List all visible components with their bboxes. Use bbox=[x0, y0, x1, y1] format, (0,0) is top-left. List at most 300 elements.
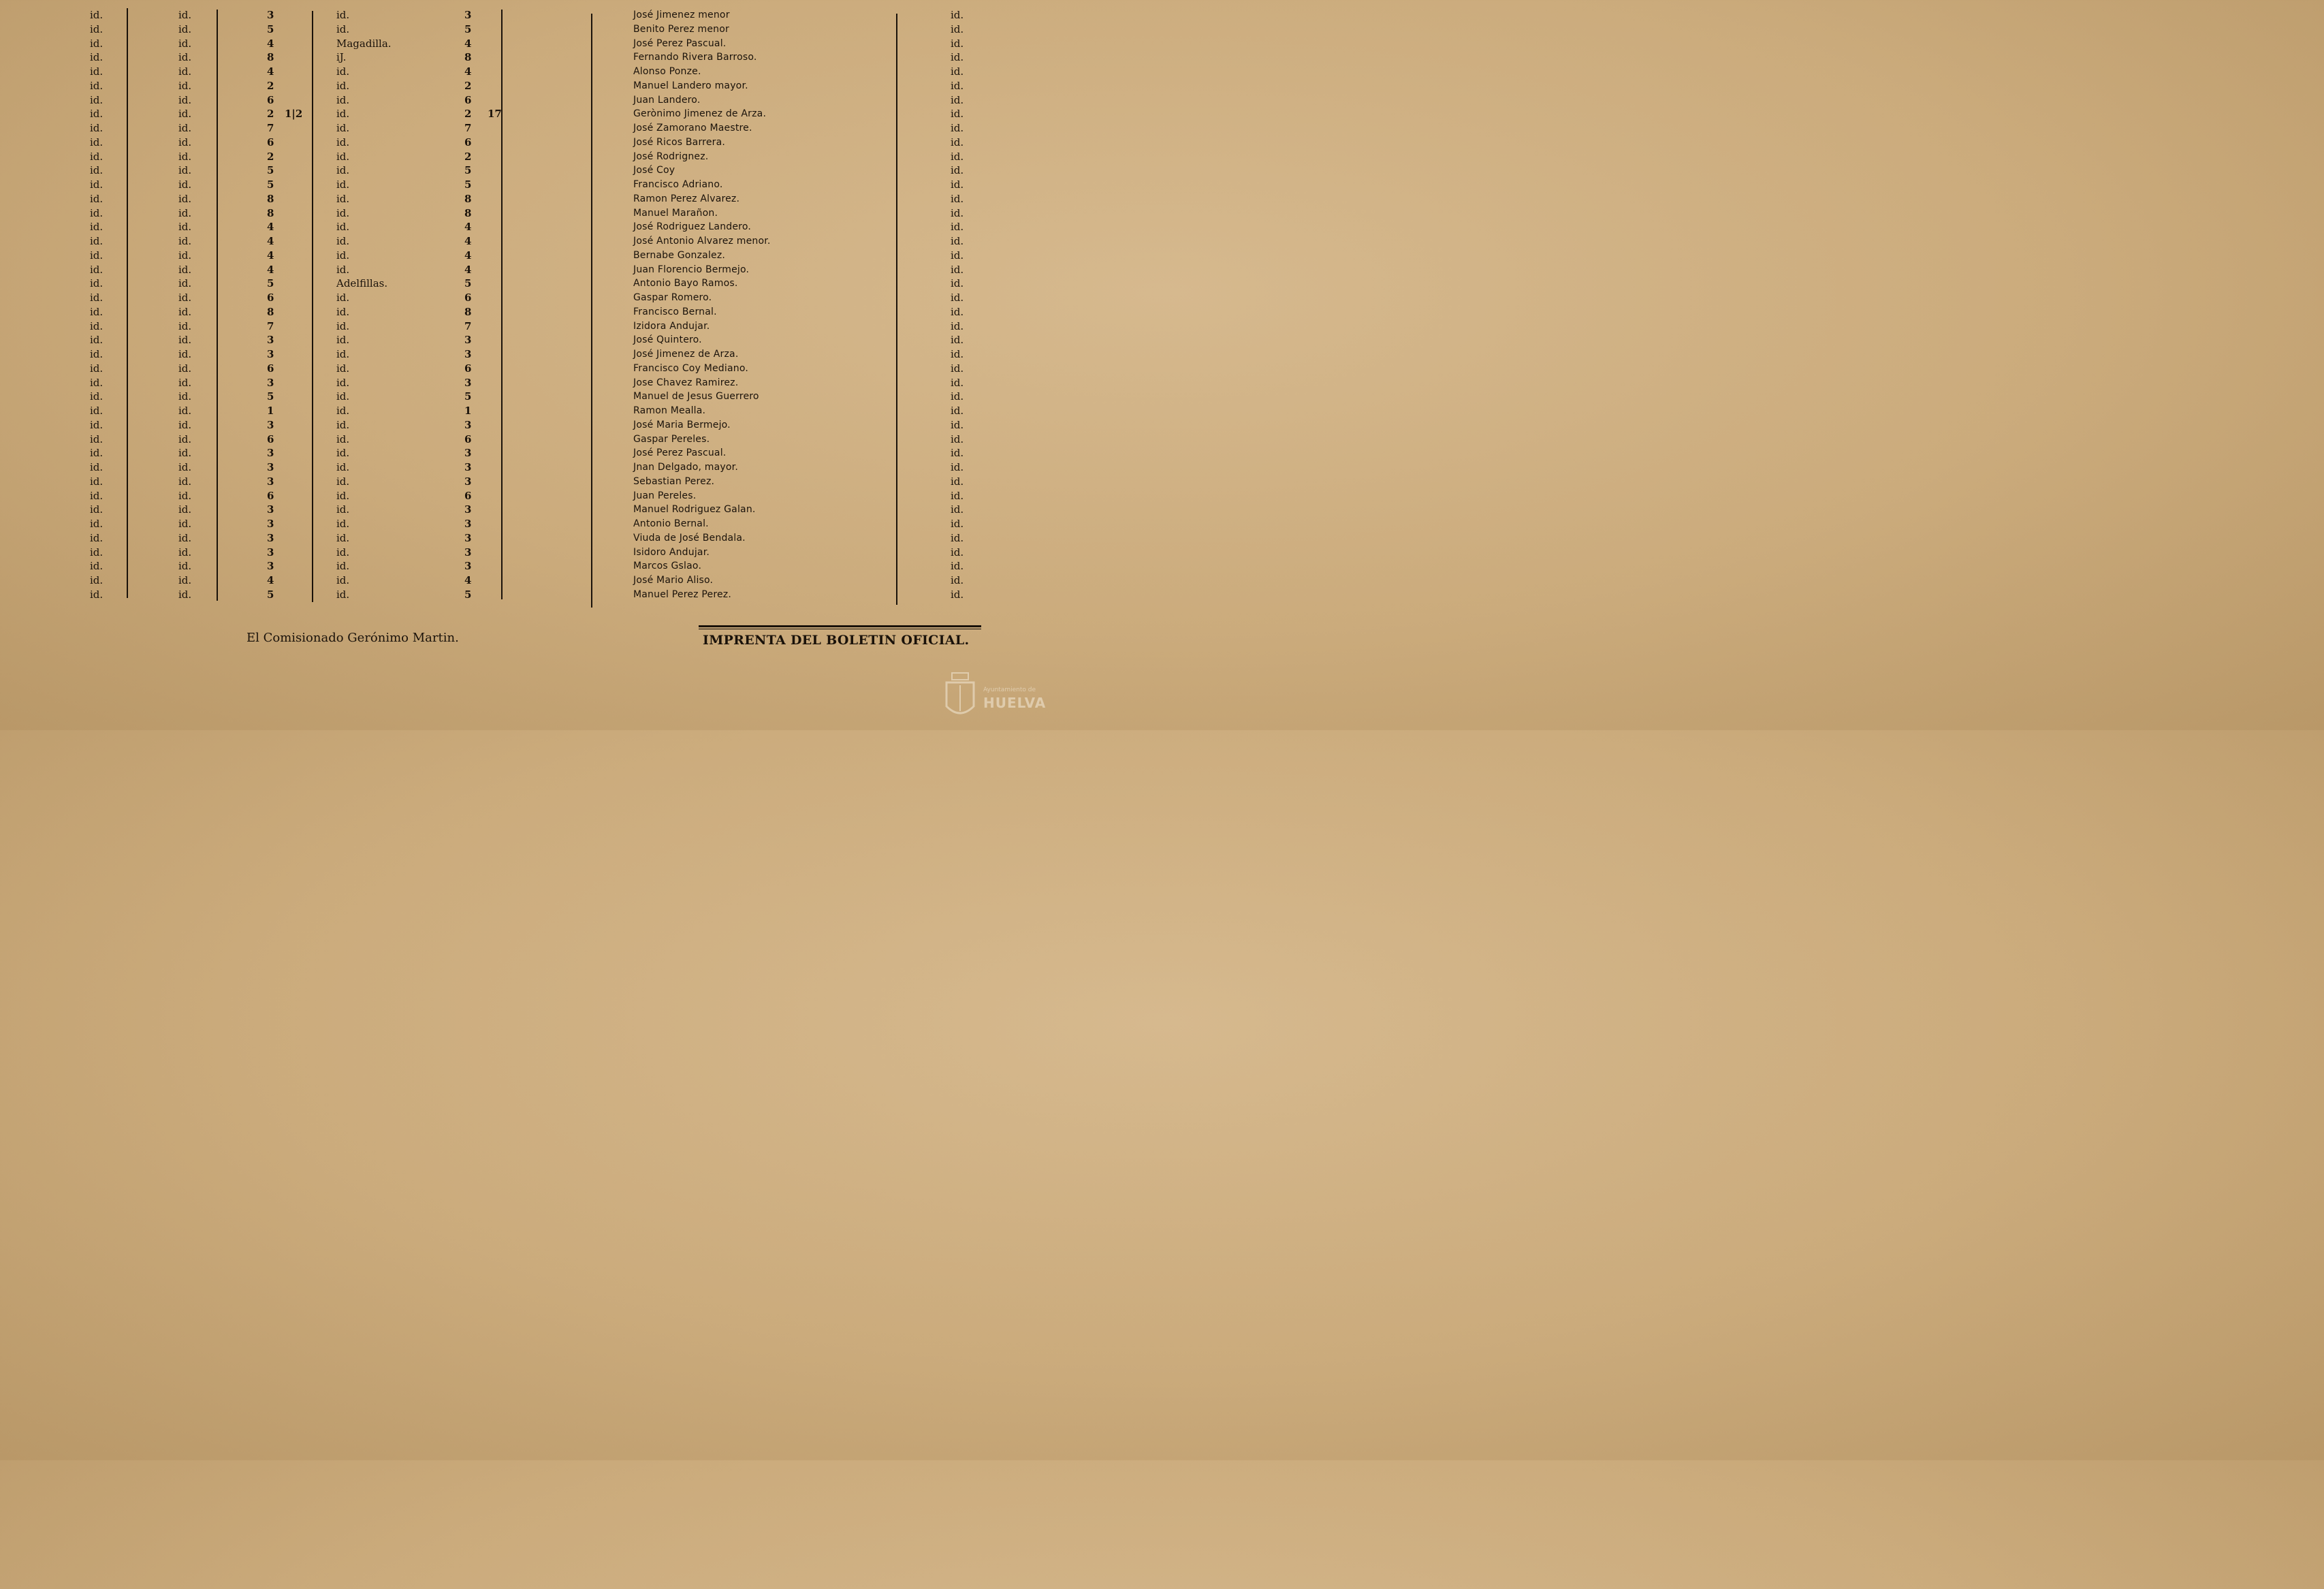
table-cell: 3 bbox=[464, 560, 472, 573]
table-cell: id. bbox=[336, 292, 350, 304]
table-cell: id. bbox=[336, 192, 350, 205]
table-cell: id. bbox=[90, 263, 104, 276]
table-row bbox=[0, 432, 1068, 447]
table-row bbox=[0, 559, 1068, 573]
table-cell: id. bbox=[178, 546, 192, 558]
table-cell: Alonso Ponze. bbox=[633, 66, 701, 77]
table-cell: 5 bbox=[267, 277, 274, 290]
table-cell: Francisco Bernal. bbox=[633, 306, 717, 317]
table-cell: id. bbox=[90, 560, 104, 573]
table-cell: id. bbox=[336, 235, 350, 247]
table-cell: 3 bbox=[267, 461, 274, 473]
table-cell: id. bbox=[90, 277, 104, 290]
table-cell: id. bbox=[178, 334, 192, 347]
table-cell: 3 bbox=[464, 348, 472, 360]
table-cell: 3 bbox=[267, 9, 274, 21]
table-cell: id. bbox=[951, 235, 964, 247]
table-cell: id. bbox=[90, 221, 104, 234]
table-row bbox=[0, 150, 1068, 164]
table-cell: 8 bbox=[464, 305, 472, 318]
table-row bbox=[0, 277, 1068, 291]
table-cell: id. bbox=[336, 348, 350, 360]
table-cell: id. bbox=[90, 249, 104, 262]
watermark-line1: Ayuntamiento de bbox=[983, 687, 1036, 693]
table-cell: Ramon Mealla. bbox=[633, 405, 706, 416]
table-cell: id. bbox=[336, 319, 350, 332]
table-cell: 4 bbox=[464, 65, 472, 78]
table-cell: id. bbox=[90, 79, 104, 92]
table-cell: id. bbox=[951, 503, 964, 516]
crest-icon bbox=[940, 669, 981, 723]
table-cell: 6 bbox=[464, 136, 472, 148]
table-cell: id. bbox=[336, 376, 350, 389]
table-cell: id. bbox=[951, 305, 964, 318]
table-cell: 3 bbox=[267, 348, 274, 360]
table-cell: José Perez Pascual. bbox=[633, 447, 727, 459]
table-row bbox=[0, 573, 1068, 588]
table-cell: id. bbox=[178, 164, 192, 177]
table-row bbox=[0, 418, 1068, 432]
table-cell: id. bbox=[90, 192, 104, 205]
table-cell: 3 bbox=[267, 546, 274, 558]
table-cell: 3 bbox=[464, 418, 472, 431]
table-cell: id. bbox=[336, 221, 350, 234]
table-cell: id. bbox=[951, 560, 964, 573]
table-cell: id. bbox=[90, 178, 104, 191]
table-row bbox=[0, 333, 1068, 347]
table-cell: id. bbox=[951, 164, 964, 177]
table-row bbox=[0, 531, 1068, 546]
table-cell: 2 bbox=[464, 150, 472, 163]
table-cell: id. bbox=[90, 22, 104, 35]
table-cell: id. bbox=[336, 305, 350, 318]
table-cell: id. bbox=[336, 249, 350, 262]
table-cell: 8 bbox=[464, 206, 472, 219]
table-row bbox=[0, 93, 1068, 108]
table-cell: id. bbox=[951, 136, 964, 148]
table-cell: id. bbox=[90, 418, 104, 431]
table-cell: 7 bbox=[267, 122, 274, 134]
table-row bbox=[0, 107, 1068, 121]
table-cell: id. bbox=[336, 334, 350, 347]
table-cell: id. bbox=[90, 65, 104, 78]
table-cell: id. bbox=[178, 136, 192, 148]
table-cell: id. bbox=[951, 588, 964, 601]
table-cell: id. bbox=[951, 122, 964, 134]
table-cell: Gaspar Romero. bbox=[633, 292, 712, 303]
table-row bbox=[0, 263, 1068, 277]
table-cell: id. bbox=[336, 362, 350, 375]
table-cell: id. bbox=[178, 390, 192, 403]
table-cell: 8 bbox=[267, 305, 274, 318]
table-row bbox=[0, 136, 1068, 150]
table-cell: Juan Florencio Bermejo. bbox=[633, 264, 750, 275]
table-cell: id. bbox=[90, 447, 104, 460]
table-cell: id. bbox=[951, 518, 964, 530]
table-cell: 7 bbox=[464, 122, 472, 134]
table-cell: Viuda de José Bendala. bbox=[633, 532, 746, 544]
table-cell: id. bbox=[178, 503, 192, 516]
table-row bbox=[0, 347, 1068, 362]
table-cell: id. bbox=[90, 136, 104, 148]
table-cell: 2 bbox=[267, 150, 274, 163]
table-cell: id. bbox=[336, 164, 350, 177]
table-cell: id. bbox=[951, 221, 964, 234]
table-cell: 3 bbox=[267, 475, 274, 488]
table-cell: id. bbox=[90, 489, 104, 502]
table-cell: Manuel de Jesus Guerrero bbox=[633, 391, 759, 403]
table-cell: José Zamorano Maestre. bbox=[633, 123, 752, 133]
table-row bbox=[0, 8, 1068, 22]
table-cell: id. bbox=[90, 348, 104, 360]
table-cell: id. bbox=[336, 150, 350, 163]
table-cell: id. bbox=[90, 574, 104, 586]
table-cell: id. bbox=[90, 503, 104, 516]
table-cell: id. bbox=[90, 37, 104, 50]
table-cell: 5 bbox=[464, 22, 472, 35]
table-cell: 4 bbox=[464, 263, 472, 276]
table-cell: id. bbox=[90, 546, 104, 558]
printer-imprint: IMPRENTA DEL BOLETIN OFICIAL. bbox=[703, 633, 970, 648]
table-cell: 4 bbox=[464, 37, 472, 50]
table-row bbox=[0, 305, 1068, 319]
table-cell: Francisco Coy Mediano. bbox=[633, 362, 749, 374]
table-cell: id. bbox=[178, 432, 192, 445]
table-row bbox=[0, 475, 1068, 489]
table-cell: 1 bbox=[464, 405, 472, 417]
table-cell: id. bbox=[178, 51, 192, 64]
table-cell: id. bbox=[178, 192, 192, 205]
table-cell: id. bbox=[178, 319, 192, 332]
table-cell: id. bbox=[951, 348, 964, 360]
table-cell: 3 bbox=[464, 546, 472, 558]
municipal-seal-watermark bbox=[940, 669, 1049, 723]
table-cell: id. bbox=[178, 475, 192, 488]
table-cell: id. bbox=[178, 235, 192, 247]
table-cell: id. bbox=[178, 531, 192, 544]
table-cell: 5 bbox=[267, 178, 274, 191]
table-cell: id. bbox=[951, 108, 964, 121]
table-row bbox=[0, 390, 1068, 404]
table-cell: 6 bbox=[464, 362, 472, 375]
table-cell: José Antonio Alvarez menor. bbox=[633, 236, 771, 247]
table-cell: id. bbox=[178, 263, 192, 276]
table-row bbox=[0, 65, 1068, 79]
table-row bbox=[0, 178, 1068, 192]
table-cell: id. bbox=[951, 531, 964, 544]
table-cell: 6 bbox=[267, 136, 274, 148]
table-cell: 2 bbox=[464, 79, 472, 92]
table-cell: id. bbox=[336, 206, 350, 219]
table-cell: 4 bbox=[267, 574, 274, 586]
table-cell: id. bbox=[178, 574, 192, 586]
table-cell: 4 bbox=[267, 235, 274, 247]
table-cell: Bernabe Gonzalez. bbox=[633, 249, 726, 261]
table-cell: id. bbox=[90, 206, 104, 219]
table-cell: 1|2 bbox=[285, 108, 303, 121]
table-cell: Manuel Perez Perez. bbox=[633, 588, 731, 600]
table-cell: 3 bbox=[464, 447, 472, 460]
table-cell: Manuel Landero mayor. bbox=[633, 80, 748, 91]
table-row bbox=[0, 79, 1068, 93]
table-cell: id. bbox=[90, 51, 104, 64]
table-cell: José Rodriguez Landero. bbox=[633, 221, 751, 233]
watermark-line2: HUELVA bbox=[983, 695, 1047, 711]
table-cell: id. bbox=[951, 574, 964, 586]
table-cell: id. bbox=[178, 221, 192, 234]
table-cell: id. bbox=[178, 79, 192, 92]
table-cell: id. bbox=[951, 461, 964, 473]
table-cell: id. bbox=[951, 51, 964, 64]
table-row bbox=[0, 22, 1068, 37]
table-cell: id. bbox=[178, 122, 192, 134]
table-cell: iJ. bbox=[336, 51, 347, 64]
table-cell: id. bbox=[951, 390, 964, 403]
table-row bbox=[0, 50, 1068, 65]
table-cell: id. bbox=[178, 362, 192, 375]
table-cell: id. bbox=[336, 65, 350, 78]
table-row bbox=[0, 249, 1068, 263]
table-cell: 6 bbox=[267, 432, 274, 445]
table-cell: id. bbox=[90, 9, 104, 21]
table-cell: id. bbox=[90, 150, 104, 163]
table-cell: id. bbox=[951, 9, 964, 21]
table-cell: 3 bbox=[267, 447, 274, 460]
table-cell: Izidora Andujar. bbox=[633, 320, 710, 332]
table-cell: id. bbox=[90, 475, 104, 488]
table-cell: id. bbox=[951, 319, 964, 332]
table-cell: id. bbox=[951, 150, 964, 163]
table-row bbox=[0, 37, 1068, 51]
table-cell: id. bbox=[336, 108, 350, 121]
table-cell: id. bbox=[90, 93, 104, 106]
table-cell: id. bbox=[336, 588, 350, 601]
table-cell: 7 bbox=[267, 319, 274, 332]
table-cell: id. bbox=[178, 9, 192, 21]
table-cell: id. bbox=[178, 178, 192, 191]
commissioner-signature: El Comisionado Gerónimo Martin. bbox=[246, 631, 459, 645]
table-cell: 3 bbox=[464, 461, 472, 473]
table-cell: id. bbox=[336, 418, 350, 431]
table-cell: id. bbox=[951, 447, 964, 460]
table-cell: Juan Pereles. bbox=[633, 490, 697, 501]
table-cell: id. bbox=[90, 588, 104, 601]
table-cell: id. bbox=[336, 79, 350, 92]
table-cell: Antonio Bernal. bbox=[633, 518, 709, 529]
table-cell: id. bbox=[336, 9, 350, 21]
table-row bbox=[0, 489, 1068, 503]
table-cell: José Ricos Barrera. bbox=[633, 136, 726, 148]
table-row bbox=[0, 446, 1068, 460]
table-cell: 5 bbox=[464, 178, 472, 191]
table-cell: 5 bbox=[464, 277, 472, 290]
table-cell: Magadilla. bbox=[336, 37, 392, 50]
table-cell: José Quintero. bbox=[633, 334, 702, 346]
table-cell: José Perez Pascual. bbox=[633, 37, 727, 49]
table-cell: 3 bbox=[464, 376, 472, 389]
table-cell: José Maria Bermejo. bbox=[633, 419, 731, 430]
table-cell: José Jimenez menor bbox=[633, 10, 730, 20]
table-cell: id. bbox=[178, 65, 192, 78]
table-cell: id. bbox=[178, 405, 192, 417]
table-cell: José Coy bbox=[633, 165, 675, 176]
table-cell: 3 bbox=[267, 503, 274, 516]
document-page bbox=[0, 0, 1068, 730]
table-cell: 4 bbox=[464, 221, 472, 234]
table-cell: id. bbox=[178, 489, 192, 502]
table-cell: id. bbox=[951, 65, 964, 78]
table-cell: 17 bbox=[488, 108, 502, 121]
table-cell: id. bbox=[951, 178, 964, 191]
table-row bbox=[0, 220, 1068, 234]
table-cell: 7 bbox=[464, 319, 472, 332]
table-cell: id. bbox=[178, 249, 192, 262]
table-cell: id. bbox=[336, 136, 350, 148]
table-cell: id. bbox=[178, 150, 192, 163]
table-row bbox=[0, 192, 1068, 206]
table-cell: id. bbox=[178, 447, 192, 460]
table-cell: 6 bbox=[267, 292, 274, 304]
table-cell: id. bbox=[90, 518, 104, 530]
table-cell: id. bbox=[951, 93, 964, 106]
table-cell: id. bbox=[90, 432, 104, 445]
table-cell: id. bbox=[90, 292, 104, 304]
table-cell: id. bbox=[178, 292, 192, 304]
footer-rule-top bbox=[699, 625, 981, 627]
table-cell: 6 bbox=[464, 93, 472, 106]
table-cell: id. bbox=[951, 79, 964, 92]
table-cell: id. bbox=[178, 461, 192, 473]
table-cell: 5 bbox=[267, 588, 274, 601]
table-cell: 6 bbox=[464, 432, 472, 445]
table-cell: 8 bbox=[267, 206, 274, 219]
table-row bbox=[0, 163, 1068, 178]
table-cell: id. bbox=[90, 108, 104, 121]
table-cell: id. bbox=[336, 489, 350, 502]
table-cell: id. bbox=[90, 122, 104, 134]
table-cell: id. bbox=[178, 305, 192, 318]
table-cell: 4 bbox=[267, 249, 274, 262]
table-cell: 5 bbox=[464, 164, 472, 177]
table-cell: 8 bbox=[267, 51, 274, 64]
table-cell: Juan Landero. bbox=[633, 94, 701, 106]
table-cell: Gaspar Pereles. bbox=[633, 433, 710, 445]
table-cell: id. bbox=[336, 560, 350, 573]
table-cell: id. bbox=[951, 418, 964, 431]
table-cell: Benito Perez menor bbox=[633, 23, 729, 35]
table-cell: 3 bbox=[464, 518, 472, 530]
table-cell: 3 bbox=[267, 518, 274, 530]
table-cell: id. bbox=[336, 263, 350, 276]
table-row bbox=[0, 376, 1068, 390]
table-cell: id. bbox=[951, 206, 964, 219]
table-cell: id. bbox=[178, 277, 192, 290]
table-row bbox=[0, 206, 1068, 221]
table-row bbox=[0, 234, 1068, 249]
table-cell: id. bbox=[90, 390, 104, 403]
table-cell: id. bbox=[90, 405, 104, 417]
table-cell: 3 bbox=[267, 418, 274, 431]
table-cell: id. bbox=[951, 249, 964, 262]
table-cell: id. bbox=[90, 461, 104, 473]
table-cell: id. bbox=[951, 37, 964, 50]
table-row bbox=[0, 362, 1068, 376]
table-cell: 5 bbox=[464, 588, 472, 601]
table-cell: id. bbox=[336, 93, 350, 106]
table-cell: 6 bbox=[267, 362, 274, 375]
table-row bbox=[0, 546, 1068, 560]
table-row bbox=[0, 319, 1068, 334]
table-cell: id. bbox=[951, 292, 964, 304]
table-cell: 3 bbox=[267, 334, 274, 347]
table-cell: 3 bbox=[267, 531, 274, 544]
table-cell: id. bbox=[90, 235, 104, 247]
table-row bbox=[0, 460, 1068, 475]
table-cell: id. bbox=[951, 362, 964, 375]
table-cell: id. bbox=[336, 122, 350, 134]
table-cell: Fernando Rivera Barroso. bbox=[633, 52, 757, 63]
table-cell: 4 bbox=[267, 221, 274, 234]
table-cell: Jose Chavez Ramirez. bbox=[633, 377, 739, 388]
table-cell: 4 bbox=[464, 235, 472, 247]
table-cell: id. bbox=[90, 305, 104, 318]
table-cell: id. bbox=[336, 475, 350, 488]
table-cell: Manuel Rodriguez Galan. bbox=[633, 504, 756, 516]
table-cell: 1 bbox=[267, 405, 274, 417]
table-cell: 2 bbox=[267, 79, 274, 92]
table-cell: 4 bbox=[267, 263, 274, 276]
table-cell: id. bbox=[178, 108, 192, 121]
table-cell: Marcos Gslao. bbox=[633, 561, 702, 572]
table-cell: id. bbox=[951, 277, 964, 290]
table-cell: id. bbox=[90, 376, 104, 389]
table-cell: 5 bbox=[267, 22, 274, 35]
table-row bbox=[0, 588, 1068, 602]
table-cell: 4 bbox=[267, 65, 274, 78]
table-cell: id. bbox=[178, 418, 192, 431]
table-cell: José Jimenez de Arza. bbox=[633, 349, 739, 360]
table-cell: Isidoro Andujar. bbox=[633, 546, 710, 558]
table-cell: id. bbox=[90, 334, 104, 347]
table-cell: id. bbox=[178, 518, 192, 530]
table-cell: id. bbox=[951, 475, 964, 488]
table-cell: 2 bbox=[464, 108, 472, 121]
table-cell: id. bbox=[951, 334, 964, 347]
table-cell: 3 bbox=[267, 560, 274, 573]
table-cell: Gerònimo Jimenez de Arza. bbox=[633, 108, 767, 120]
table-cell: id. bbox=[336, 405, 350, 417]
table-cell: 4 bbox=[464, 574, 472, 586]
table-row bbox=[0, 503, 1068, 517]
table-cell: 6 bbox=[464, 489, 472, 502]
table-row bbox=[0, 121, 1068, 136]
table-cell: id. bbox=[951, 546, 964, 558]
table-cell: 8 bbox=[267, 192, 274, 205]
table-cell: 6 bbox=[267, 93, 274, 106]
table-cell: id. bbox=[178, 37, 192, 50]
table-cell: id. bbox=[178, 93, 192, 106]
table-cell: id. bbox=[951, 376, 964, 389]
table-cell: Ramon Perez Alvarez. bbox=[633, 193, 740, 204]
table-cell: id. bbox=[951, 432, 964, 445]
table-cell: 4 bbox=[464, 249, 472, 262]
table-cell: José Mario Aliso. bbox=[633, 575, 714, 586]
table-row bbox=[0, 404, 1068, 418]
table-cell: 5 bbox=[267, 390, 274, 403]
table-cell: 5 bbox=[464, 390, 472, 403]
table-cell: Manuel Marañon. bbox=[633, 207, 718, 219]
table-cell: 2 bbox=[267, 108, 274, 121]
